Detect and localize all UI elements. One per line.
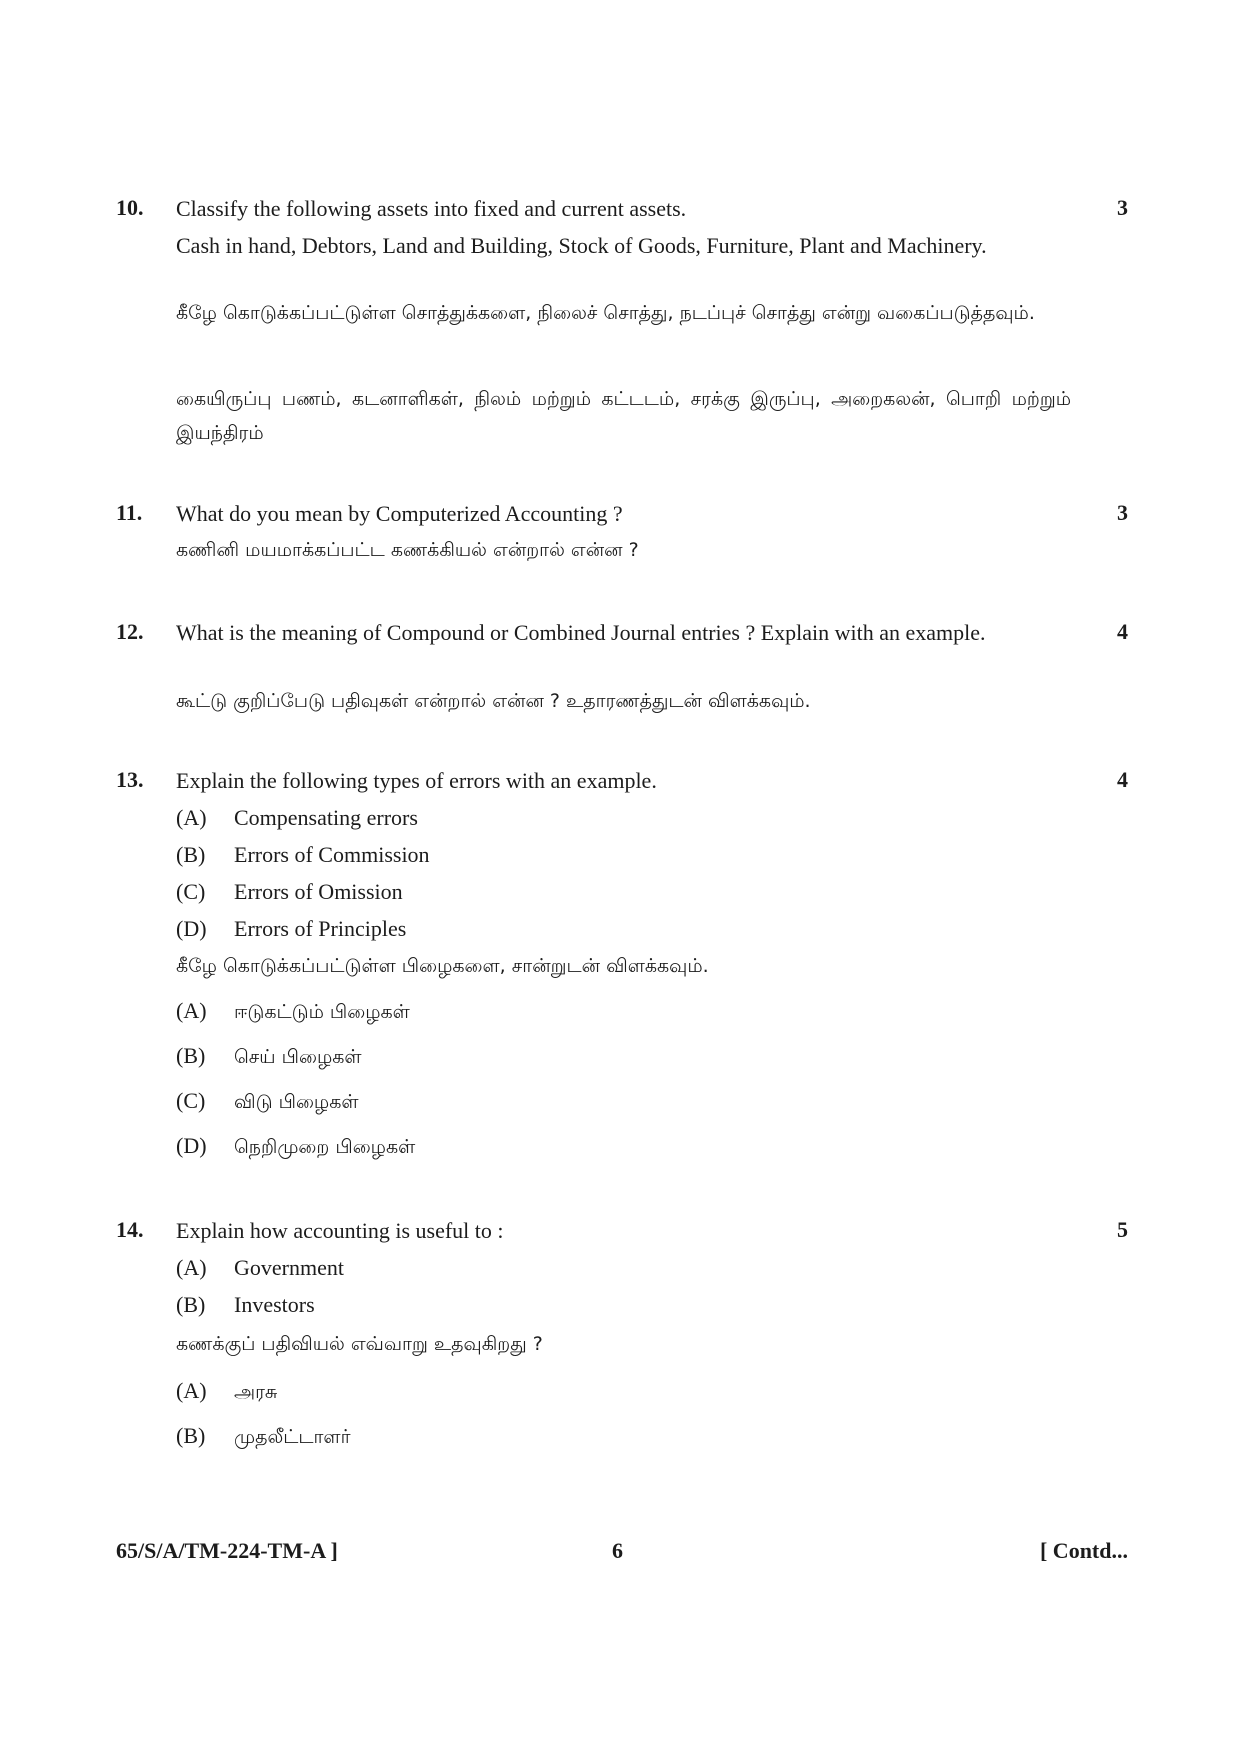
option-text: Errors of Commission [234, 842, 430, 867]
option-text: நெறிமுறை பிழைகள் [234, 1136, 416, 1158]
question-number: 12. [116, 619, 144, 644]
question-text-ta: கணக்குப் பதிவியல் எவ்வாறு உதவுகிறது ? [176, 1333, 543, 1355]
marks: 4 [1117, 619, 1128, 644]
question-text-en: Explain how accounting is useful to : [176, 1218, 504, 1243]
question-text-ta: கீழே கொடுக்கப்பட்டுள்ள சொத்துக்களை, நிலைச் சொத்து, நடப்புச் சொத்து என்று வகைப்படுத்தவும். [176, 302, 1035, 324]
option-text: Errors of Omission [234, 879, 403, 904]
option-label: (B) [176, 1292, 206, 1317]
question-text-en: What is the meaning of Compound or Combined Journal entries ? Explain with an example. [176, 620, 986, 645]
question-text-ta: கீழே கொடுக்கப்பட்டுள்ள பிழைகளை, சான்றுடன் விளக்கவும். [176, 955, 709, 977]
option-ta-c [176, 1087, 359, 1116]
option-label: (A) [176, 1255, 207, 1280]
question-text-ta: கணினி மயமாக்கப்பட்ட கணக்கியல் என்றால் என்ன ? [176, 539, 639, 561]
option-en-a [176, 1254, 344, 1282]
option-text: Investors [234, 1292, 315, 1317]
option-ta-a [176, 1377, 277, 1406]
option-ta-b [176, 1042, 362, 1071]
option-label: (B) [176, 842, 206, 867]
continued-note: [ Contd... [1039, 1538, 1128, 1563]
page-number: 6 [612, 1538, 623, 1563]
option-text: அரசு [234, 1381, 278, 1403]
option-label: (C) [176, 879, 206, 904]
option-ta-b [176, 1422, 351, 1451]
option-label: (C) [176, 1088, 206, 1113]
marks: 5 [1117, 1217, 1128, 1242]
option-text: செய் பிழைகள் [234, 1046, 362, 1068]
option-label: (B) [176, 1043, 206, 1068]
option-ta-a [176, 997, 410, 1026]
option-text: விடு பிழைகள் [234, 1091, 359, 1113]
marks: 3 [1117, 195, 1128, 220]
marks: 3 [1117, 500, 1128, 525]
paper-code: 65/S/A/TM-224-TM-A ] [116, 1538, 338, 1563]
option-en-d [176, 915, 406, 943]
option-label: (A) [176, 1378, 207, 1403]
question-text-en: Classify the following assets into fixed and current assets. [176, 196, 687, 221]
marks: 4 [1117, 767, 1128, 792]
option-label: (A) [176, 805, 207, 830]
question-list-ta: கையிருப்பு பணம், கடனாளிகள், நிலம் மற்றும் கட்டடம், சரக்கு இருப்பு, அறைகலன், பொறி மற்றும் இயந்திரம் [176, 388, 1071, 444]
option-text: முதலீட்டாளர் [234, 1426, 351, 1448]
option-en-a [176, 804, 418, 832]
question-text-ta: கூட்டு குறிப்பேடு பதிவுகள் என்றால் என்ன ? உதாரணத்துடன் விளக்கவும். [176, 690, 811, 712]
question-number: 11. [116, 500, 143, 525]
option-en-b [176, 1291, 315, 1319]
option-ta-d [176, 1132, 415, 1161]
option-en-c [176, 878, 403, 906]
option-text: Government [234, 1255, 344, 1280]
option-label: (B) [176, 1423, 206, 1448]
question-list-en: Cash in hand, Debtors, Land and Building, Stock of Goods, Furniture, Plant and Machinery. [176, 233, 987, 258]
question-number: 13. [116, 767, 144, 792]
option-text: Errors of Principles [234, 916, 407, 941]
option-text: ஈடுகட்டும் பிழைகள் [234, 1001, 410, 1023]
question-text-en: Explain the following types of errors with an example. [176, 768, 657, 793]
option-label: (D) [176, 1133, 207, 1158]
question-text-en: What do you mean by Computerized Accounting ? [176, 501, 623, 526]
option-en-b [176, 841, 430, 869]
question-number: 10. [116, 195, 144, 220]
option-label: (A) [176, 998, 207, 1023]
question-number: 14. [116, 1217, 144, 1242]
option-text: Compensating errors [234, 805, 418, 830]
option-label: (D) [176, 916, 207, 941]
